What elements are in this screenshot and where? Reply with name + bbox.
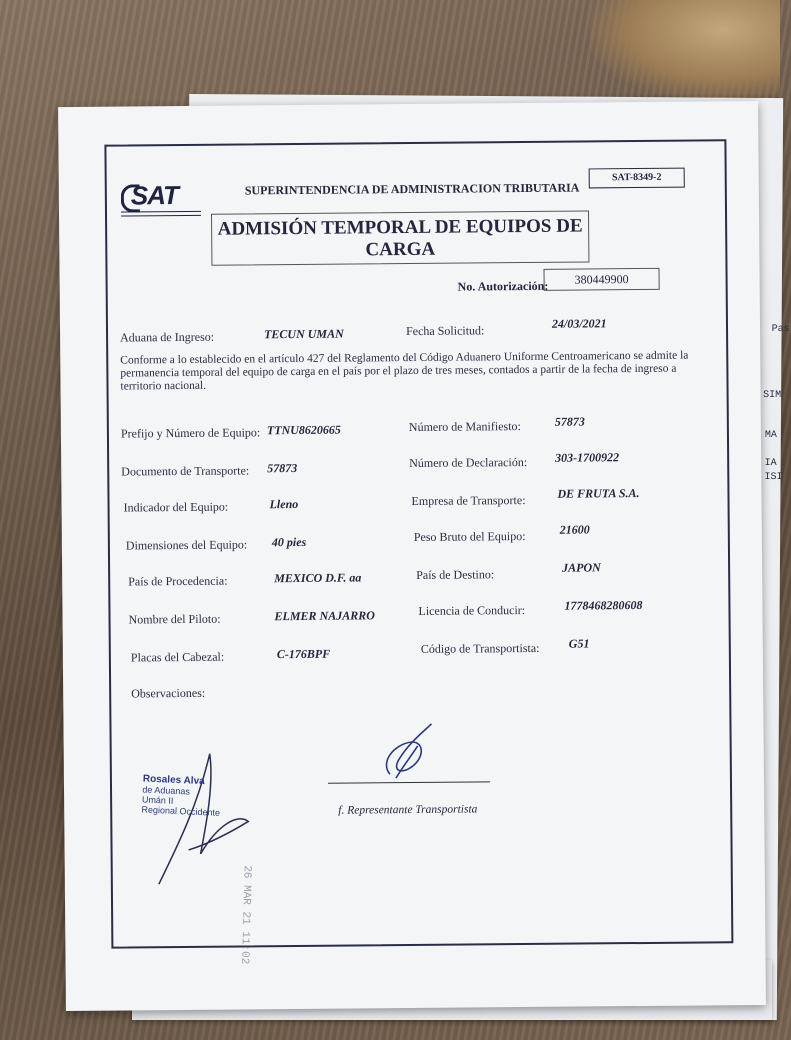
transporte-doc-value: 57873 <box>267 460 298 476</box>
codigo-label: Código de Transportista: <box>420 640 540 656</box>
piloto-value: ELMER NAJARRO <box>274 608 375 624</box>
stamp-line-1: Rosales Alva <box>142 773 205 788</box>
form-code: SAT-8349-2 <box>589 168 685 189</box>
authorization-label: No. Autorización: <box>457 278 549 294</box>
document-title <box>211 210 589 265</box>
date-stamp: 26 MAR 21 11:02 <box>238 865 253 965</box>
sat-logo <box>121 178 203 219</box>
stamp-line-2: de Aduanas <box>142 784 191 797</box>
destino-label: País de Destino: <box>416 567 495 582</box>
licencia-value: 1778468280608 <box>564 597 643 613</box>
dimensiones-label: Dimensiones del Equipo: <box>125 537 248 553</box>
placas-label: Placas del Cabezal: <box>130 649 225 665</box>
licencia-label: Licencia de Conducir: <box>418 603 526 618</box>
background-rock <box>590 0 780 100</box>
aduana-value: TECUN UMAN <box>263 326 344 342</box>
indicador-label: Indicador del Equipo: <box>123 499 229 515</box>
indicador-value: Lleno <box>269 496 299 512</box>
title-line-1: ADMISIÓN TEMPORAL DE EQUIPOS DE <box>217 215 583 240</box>
manifiesto-value: 57873 <box>554 414 585 429</box>
background-page-text: IA <box>764 457 777 470</box>
manifiesto-label: Número de Manifiesto: <box>408 419 521 435</box>
logo-tagline <box>121 211 201 217</box>
representative-caption: f. Representante Transportista <box>338 803 478 817</box>
prefijo-value: TTNU8620665 <box>266 422 341 438</box>
organization-name: SUPERINTENDENCIA DE ADMINISTRACION TRIBUTARIA <box>244 180 580 198</box>
observaciones-label: Observaciones: <box>131 685 206 701</box>
intro-paragraph: Conforme a lo establecido en el artículo 427 del Reglamento del Código Aduanero Uniforme Centroamericano se admite la permanencia temporal del equipo de carga en el país por el plazo de tres meses, contados a partir de la fecha de ingreso a territorio nacional. <box>120 349 689 393</box>
peso-label: Peso Bruto del Equipo: <box>413 529 526 544</box>
codigo-value: G51 <box>568 636 590 651</box>
empresa-value: DE FRUTA S.A. <box>557 486 640 501</box>
prefijo-label: Prefijo y Número de Equipo: <box>120 425 261 441</box>
logo-text: SAT <box>130 180 179 211</box>
background-page-text: Pas <box>771 324 790 336</box>
destino-value: JAPON <box>562 560 601 575</box>
placas-value: C-176BPF <box>276 646 331 662</box>
fecha-label: Fecha Solicitud: <box>405 323 485 339</box>
background-page-text: SIM <box>763 389 782 402</box>
title-line-2: CARGA <box>365 238 436 261</box>
document-page <box>58 101 766 1011</box>
declaracion-label: Número de Declaración: <box>409 454 528 471</box>
authorization-number: 380449900 <box>543 268 659 291</box>
fecha-value: 24/03/2021 <box>551 316 607 331</box>
stamp-line-4: Regional Occidente <box>141 804 221 818</box>
piloto-label: Nombre del Piloto: <box>128 611 221 627</box>
background-page-text: ISI <box>764 471 783 484</box>
declaracion-value: 303-1700922 <box>555 450 620 465</box>
aduana-label: Aduana de Ingreso: <box>120 329 215 345</box>
background-page-text: MA <box>764 429 777 442</box>
procedencia-value: MEXICO D.F. aa <box>274 570 362 586</box>
stamp-line-3: Umán II <box>141 794 174 806</box>
document-frame <box>104 139 733 965</box>
peso-value: 21600 <box>559 522 590 537</box>
procedencia-label: País de Procedencia: <box>128 573 228 589</box>
customs-stamp <box>141 774 293 821</box>
dimensiones-value: 40 pies <box>271 534 307 550</box>
empresa-label: Empresa de Transporte: <box>411 493 526 509</box>
transporte-doc-label: Documento de Transporte: <box>121 463 250 479</box>
